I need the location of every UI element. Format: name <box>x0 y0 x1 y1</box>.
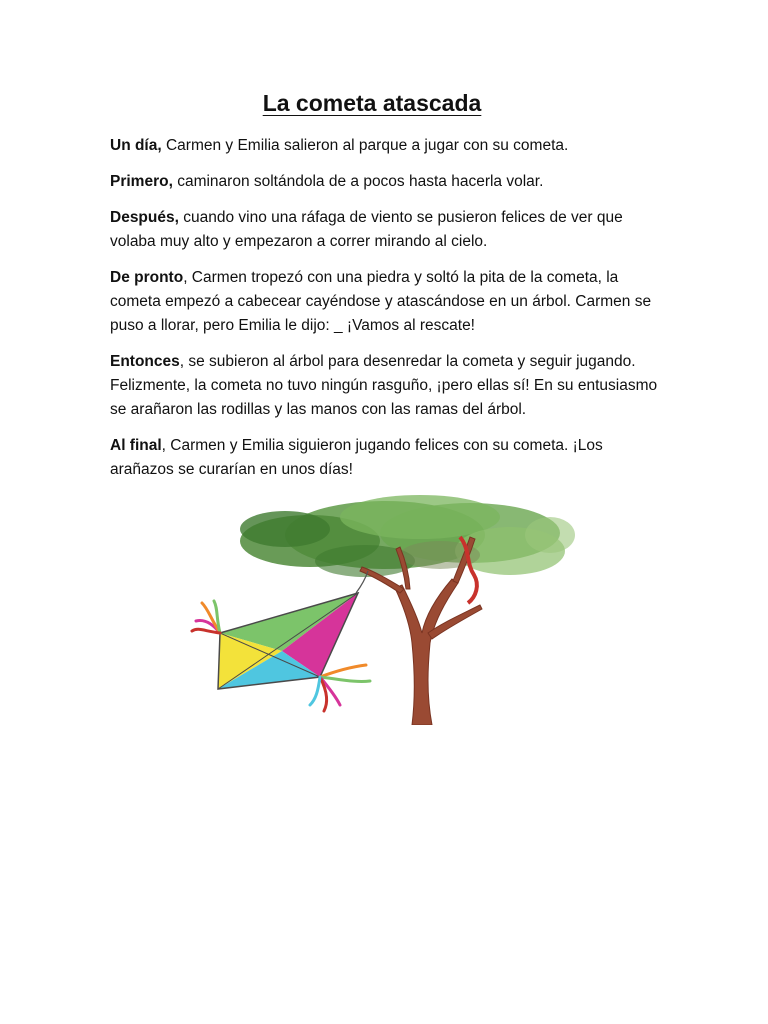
paragraph-5 <box>110 350 670 422</box>
paragraph-4-lead: De pronto <box>110 269 184 286</box>
paragraph-3-text: cuando vino una ráfaga de viento se pusieron felices de ver que volaba muy alto y empezaron a correr mirando al cielo. <box>110 209 623 250</box>
kite-tail-left <box>192 601 220 633</box>
paragraph-3 <box>110 206 670 254</box>
paragraph-2 <box>110 170 670 194</box>
paragraph-2-text: caminaron soltándola de a pocos hasta hacerla volar. <box>172 173 544 190</box>
tree-foliage <box>240 495 575 577</box>
paragraph-6-text: , Carmen y Emilia siguieron jugando felices con su cometa. ¡Los arañazos se curarían en unos días! <box>110 437 603 478</box>
paragraph-5-text: , se subieron al árbol para desenredar la cometa y seguir jugando. Felizmente, la cometa no tuvo ningún rasguño, ¡pero ellas sí! En su entusiasmo se arañaron las rodillas y las manos con las ramas del árbol. <box>110 353 658 418</box>
paragraph-5-lead: Entonces <box>110 353 180 370</box>
paragraph-4 <box>110 266 670 338</box>
paragraph-1-lead: Un día, <box>110 137 162 154</box>
paragraph-6-lead: Al final <box>110 437 162 454</box>
story-body <box>110 134 670 494</box>
paragraph-3-lead: Después, <box>110 209 179 226</box>
paragraph-4-text: , Carmen tropezó con una piedra y soltó la pita de la cometa, la cometa empezó a cabecear cayéndose y atascándose en un árbol. Carmen se puso a llorar, pero Emilia le dijo: _ ¡Vamos al rescate! <box>110 269 652 334</box>
document-title-text: La cometa atascada <box>262 90 482 116</box>
paragraph-6 <box>110 434 670 482</box>
kite <box>218 593 358 689</box>
kite-in-tree-icon <box>190 493 580 725</box>
paragraph-1 <box>110 134 670 158</box>
paragraph-2-lead: Primero, <box>110 173 173 190</box>
paragraph-1-text: Carmen y Emilia salieron al parque a jugar con su cometa. <box>161 137 569 154</box>
document-title <box>0 86 744 120</box>
